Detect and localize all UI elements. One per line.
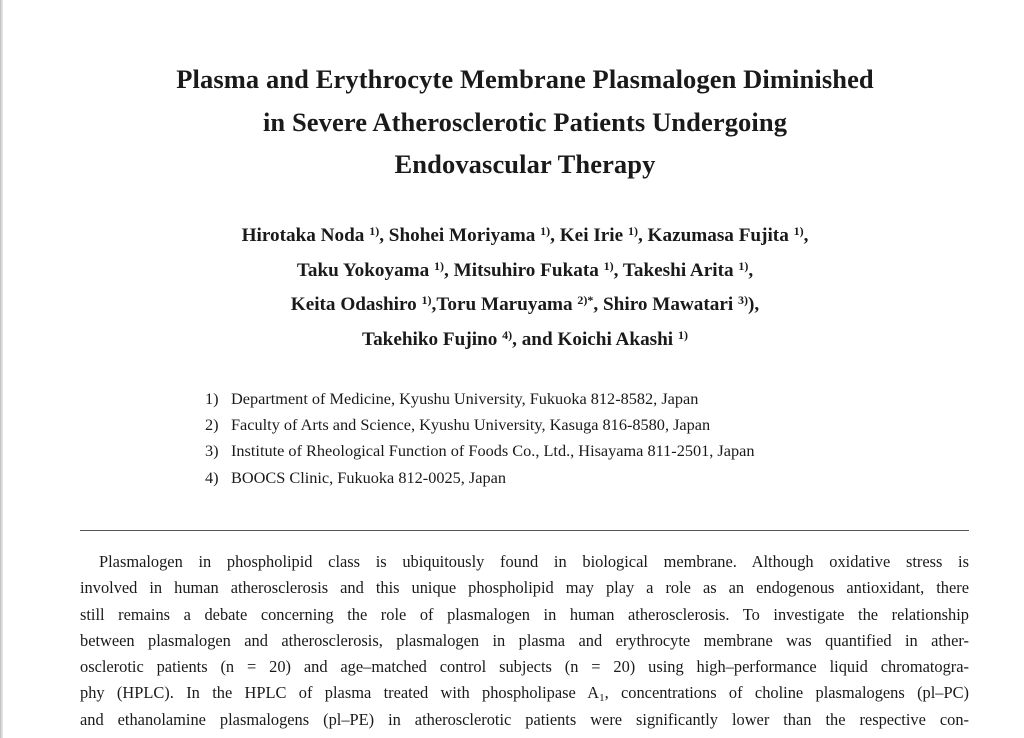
- affiliation-number: 2): [205, 415, 219, 435]
- author-name: Shohei Moriyama: [388, 225, 536, 246]
- author-name: Toru Maruyama: [436, 294, 573, 315]
- author-separator: ,: [550, 225, 560, 246]
- abstract-text: phy (HPLC). In the HPLC of plasma treated with phospholipase A: [80, 683, 600, 703]
- author-affiliation-mark: 1): [434, 258, 445, 273]
- author-affiliation-mark: 4): [502, 327, 513, 342]
- abstract-line: osclerotic patients (n = 20) and age–matched control subjects (n = 20) using high–performance liquid chromatogra-: [80, 657, 969, 677]
- paper-title: [0, 58, 1024, 186]
- author-affiliation-mark: 1): [540, 224, 551, 238]
- author-name: Kazumasa Fujita: [647, 225, 789, 246]
- author-affiliation-mark: 1): [677, 327, 688, 342]
- author-separator: ,: [748, 259, 754, 281]
- author-affiliation-mark: 1): [421, 293, 432, 307]
- title-line: in Severe Atherosclerotic Patients Undergoing: [262, 106, 788, 137]
- author-separator: ),: [748, 294, 760, 315]
- author-line: [0, 288, 1024, 323]
- affiliation-text: BOOCS Clinic, Fukuoka 812-0025, Japan: [231, 467, 506, 487]
- author-line: [0, 254, 1024, 289]
- author-affiliation-mark: 1): [369, 224, 380, 238]
- author-list: [0, 219, 1024, 357]
- author-line: [0, 219, 1024, 254]
- author-name: Kei Irie: [559, 225, 624, 246]
- affiliation-text: Institute of Rheological Function of Foods Co., Ltd., Hisayama 811-2501, Japan: [231, 441, 755, 461]
- author-name: Takehiko Fujino: [362, 328, 498, 350]
- author-affiliation-mark: 2)*: [577, 293, 594, 307]
- abstract-line: between plasmalogen and atherosclerosis, plasmalogen in plasma and erythrocyte membrane was quantified in ather-: [80, 630, 969, 650]
- author-name: Mitsuhiro Fukata: [453, 259, 599, 281]
- author-separator: ,: [444, 259, 454, 281]
- affiliation-number: 1): [205, 389, 219, 408]
- affiliation-text: Faculty of Arts and Science, Kyushu University, Kasuga 816-8580, Japan: [231, 415, 711, 435]
- author-separator: ,: [593, 294, 604, 315]
- abstract: [80, 549, 969, 733]
- author-name: Shiro Mawatari: [603, 294, 734, 315]
- affiliation-number: 4): [205, 467, 219, 487]
- author-affiliation-mark: 1): [627, 224, 638, 238]
- affiliation-text: Department of Medicine, Kyushu University, Fukuoka 812-8582, Japan: [231, 389, 699, 408]
- author-name: Keita Odashiro: [290, 294, 417, 315]
- abstract-text: , concentrations of choline plasmalogens (pl–PC): [604, 683, 969, 703]
- abstract-line: Plasmalogen in phospholipid class is ubiquitously found in biological membrane. Although oxidative stress is: [99, 552, 969, 571]
- abstract-line: still remains a debate concerning the role of plasmalogen in human atherosclerosis. To investigate the relationship: [80, 604, 969, 624]
- author-affiliation-mark: 1): [793, 224, 804, 238]
- affiliation-item: [205, 438, 755, 464]
- affiliation-list: [205, 386, 755, 491]
- affiliation-item: [205, 386, 755, 412]
- author-affiliation-mark: 3): [738, 293, 749, 307]
- author-separator: ,: [431, 294, 437, 315]
- author-affiliation-mark: 1): [603, 258, 614, 273]
- author-separator: ,: [637, 225, 648, 246]
- abstract-line: [80, 680, 969, 706]
- abstract-line: involved in human atherosclerosis and this unique phospholipid may play a role as an endogenous antioxidant, there: [80, 578, 969, 598]
- affiliation-item: [205, 465, 755, 491]
- author-name: Hirotaka Noda: [241, 225, 365, 246]
- abstract-line: and ethanolamine plasmalogens (pl–PE) in atherosclerotic patients were significantly lower than the respective con-: [80, 709, 969, 729]
- author-separator: , and: [512, 328, 558, 350]
- author-line: [0, 323, 1024, 358]
- affiliation-number: 3): [205, 441, 219, 461]
- title-line: Endovascular Therapy: [394, 149, 656, 179]
- author-name: Koichi Akashi: [557, 328, 674, 350]
- author-separator: ,: [613, 259, 623, 281]
- affiliation-item: [205, 412, 755, 438]
- subscript: 1: [599, 692, 605, 705]
- author-name: Takeshi Arita: [622, 259, 734, 281]
- title-line: Plasma and Erythrocyte Membrane Plasmalogen Diminished: [176, 64, 874, 94]
- section-divider: [80, 530, 969, 531]
- author-affiliation-mark: 1): [738, 258, 749, 273]
- author-name: Taku Yokoyama: [296, 259, 430, 281]
- author-separator: ,: [803, 225, 809, 246]
- author-separator: ,: [379, 225, 389, 246]
